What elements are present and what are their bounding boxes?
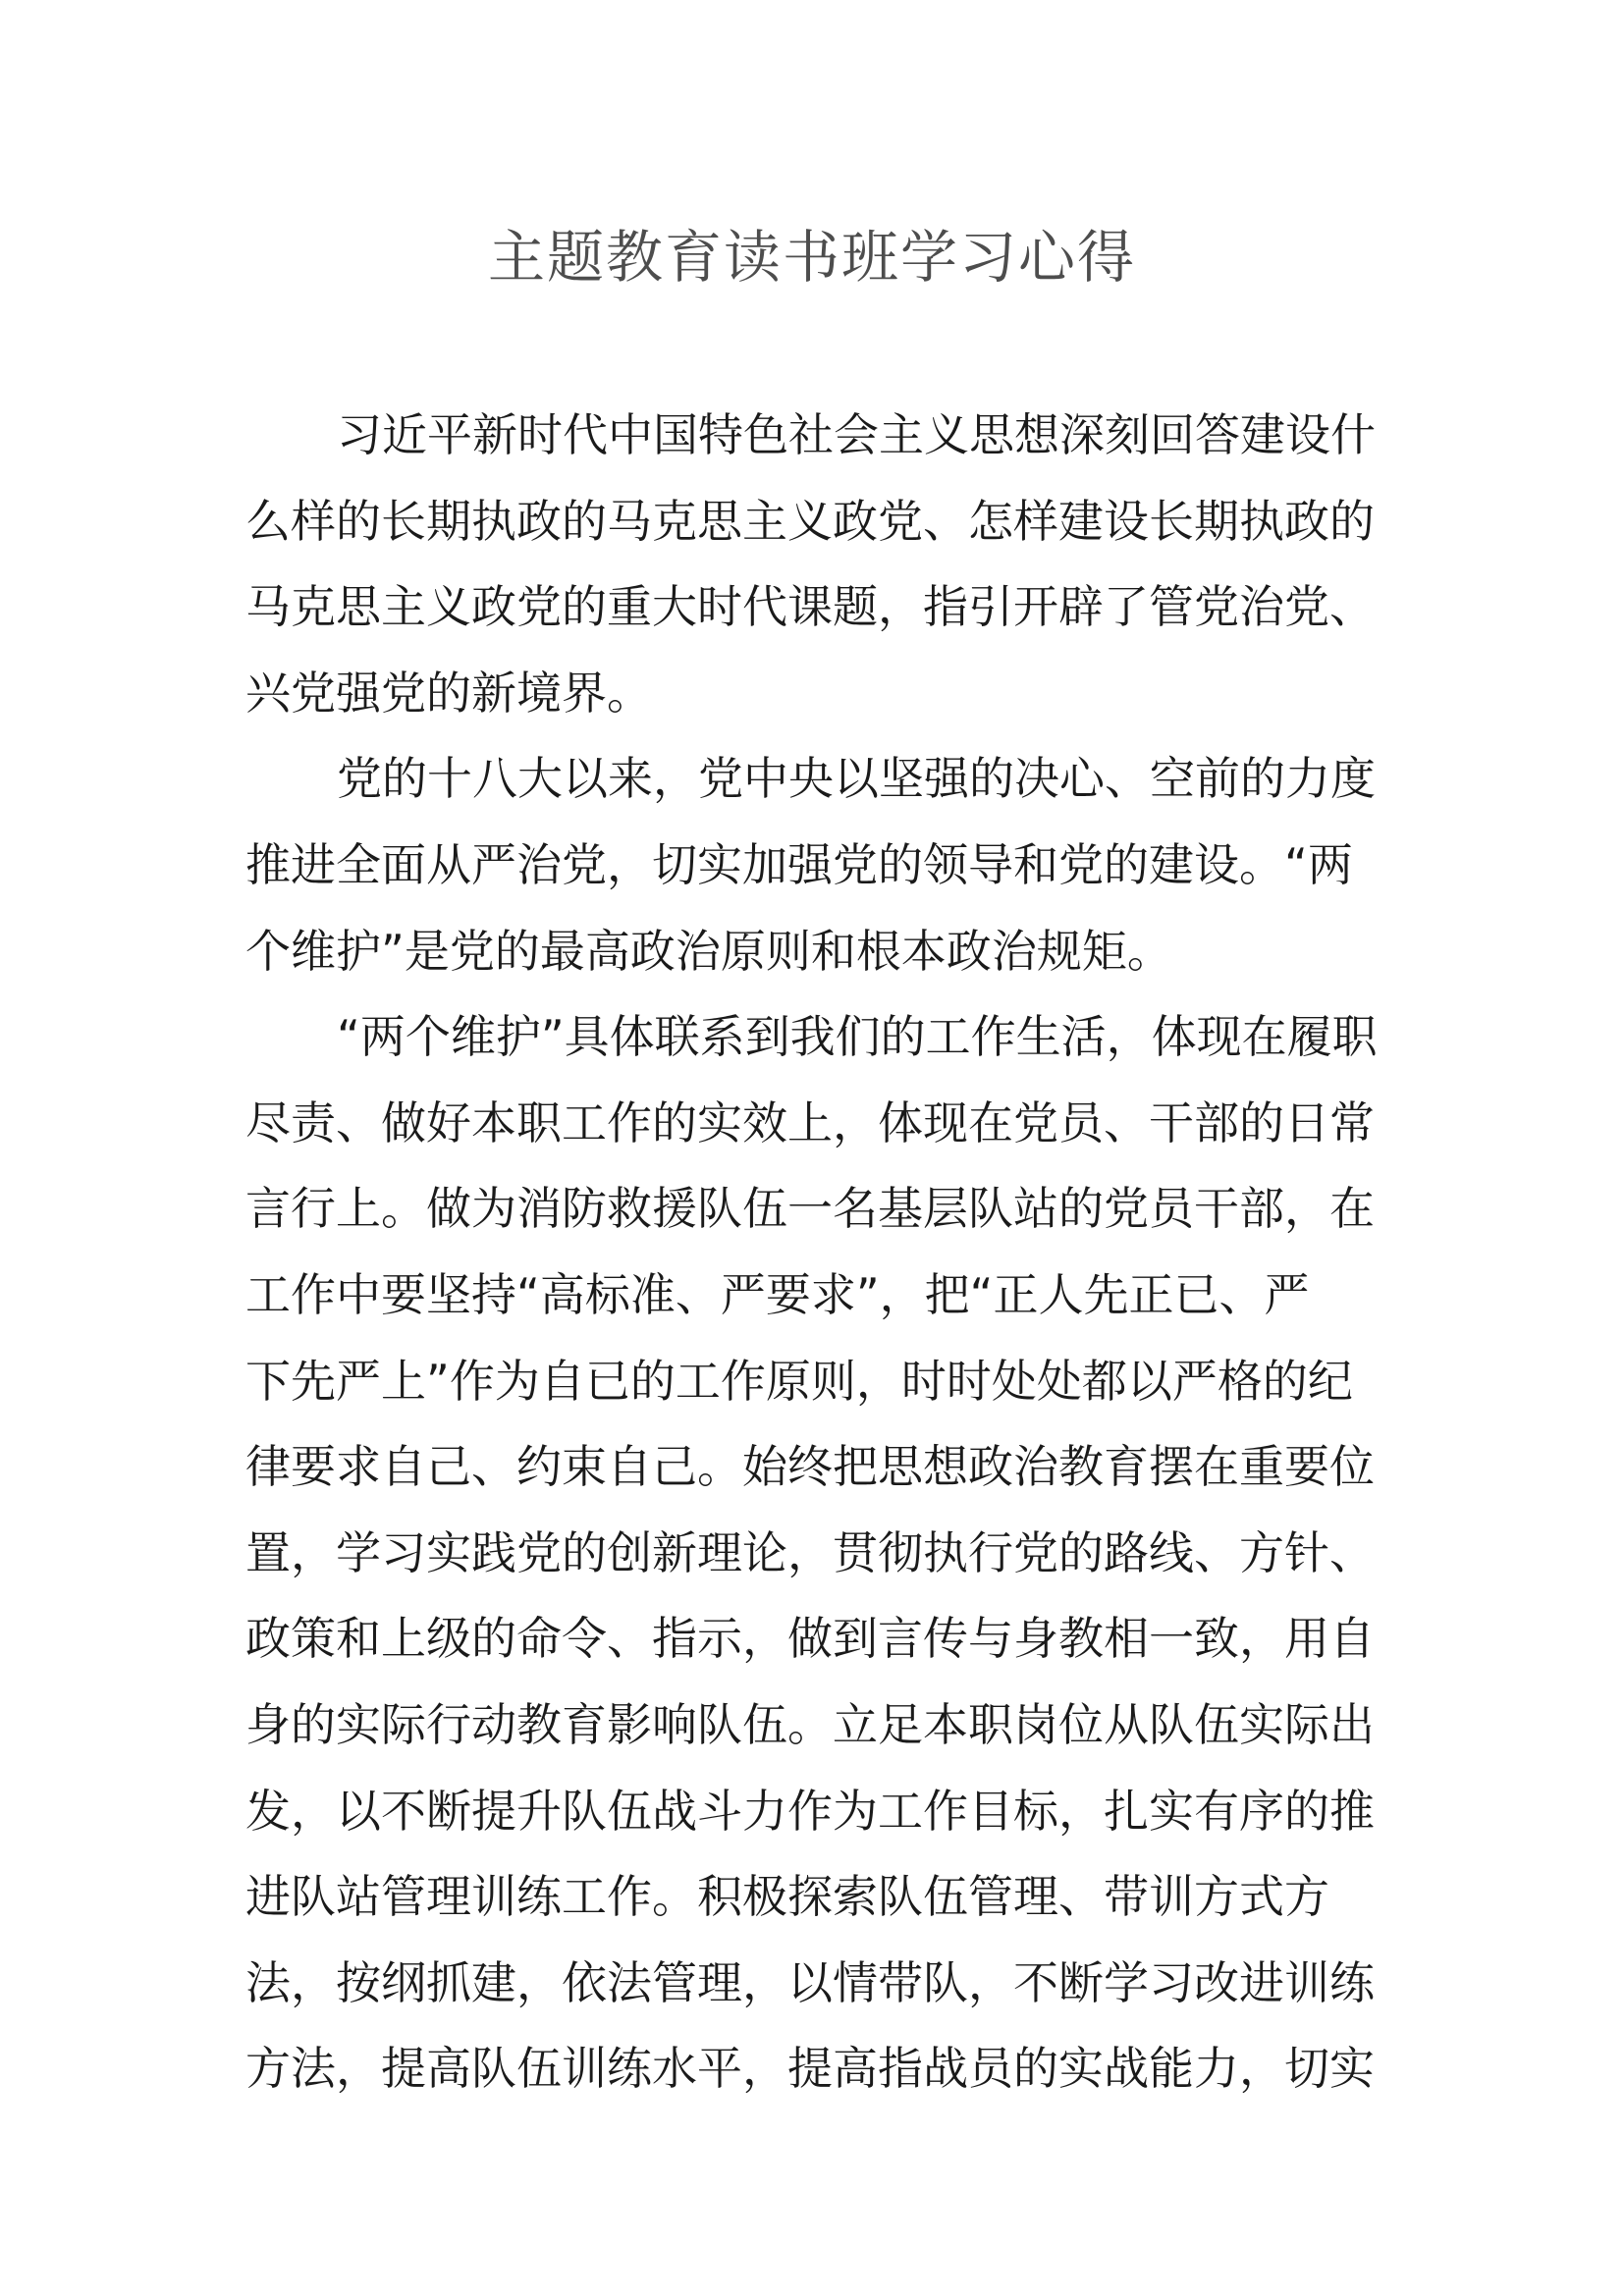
text-line: 么样的长期执政的马克思主义政党、怎样建设长期执政的: [245, 494, 1375, 548]
text-line: 习近平新时代中国特色社会主义思想深刻回答建设什: [337, 408, 1376, 461]
text-line: 发，以不断提升队伍战斗力作为工作目标，扎实有序的推: [245, 1784, 1375, 1838]
text-line: 尽责、做好本职工作的实效上，体现在党员、干部的日常: [245, 1095, 1375, 1149]
text-line: 推进全面从严治党，切实加强党的领导和党的建设。“两: [245, 837, 1353, 891]
paragraph-1: [245, 393, 1384, 736]
text-line: 马克思主义政党的重大时代课题，指引开辟了管党治党、: [245, 580, 1375, 634]
text-line: 法，按纲抓建，依法管理，以情带队，不断学习改进训练: [245, 1955, 1375, 2009]
text-line: 进队站管理训练工作。积极探索队伍管理、带训方式方: [245, 1870, 1329, 1924]
text-line: 身的实际行动教育影响队伍。立足本职岗位从队伍实际出: [245, 1697, 1375, 1751]
text-line: 工作中要坚持“高标准、严要求”，把“正人先正已、严: [245, 1267, 1310, 1321]
text-line: 个维护”是党的最高政治原则和根本政治规矩。: [245, 924, 1172, 978]
paragraph-3: [245, 994, 1384, 2198]
text-line: 政策和上级的命令、指示，做到言传与身教相一致，用自: [245, 1612, 1375, 1666]
text-line: [245, 2112, 1384, 2199]
text-line: 言行上。做为消防救援队伍一名基层队站的党员干部，在: [245, 1182, 1375, 1236]
text-line: 置，学习实践党的创新理论，贯彻执行党的路线、方针、: [245, 1525, 1375, 1579]
document-title: 主题教育读书班学习心得: [487, 224, 1136, 291]
text-line: 律要求自己、约束自己。始终把思想政治教育摆在重要位: [245, 1440, 1375, 1494]
document-body: [245, 393, 1384, 2198]
text-line: 下先严上”作为自已的工作原则，时时处处都以严格的纪: [245, 1354, 1353, 1408]
text-line: 兴党强党的新境界。: [245, 666, 652, 720]
text-line: 党的十八大以来，党中央以坚强的决心、空前的力度: [337, 752, 1376, 806]
text-line: “两个维护”具体联系到我们的工作生活，体现在履职: [337, 1010, 1378, 1064]
text-line: 方法，提高队伍训练水平，提高指战员的实战能力，切实: [245, 2042, 1375, 2096]
paragraph-2: [245, 736, 1384, 994]
